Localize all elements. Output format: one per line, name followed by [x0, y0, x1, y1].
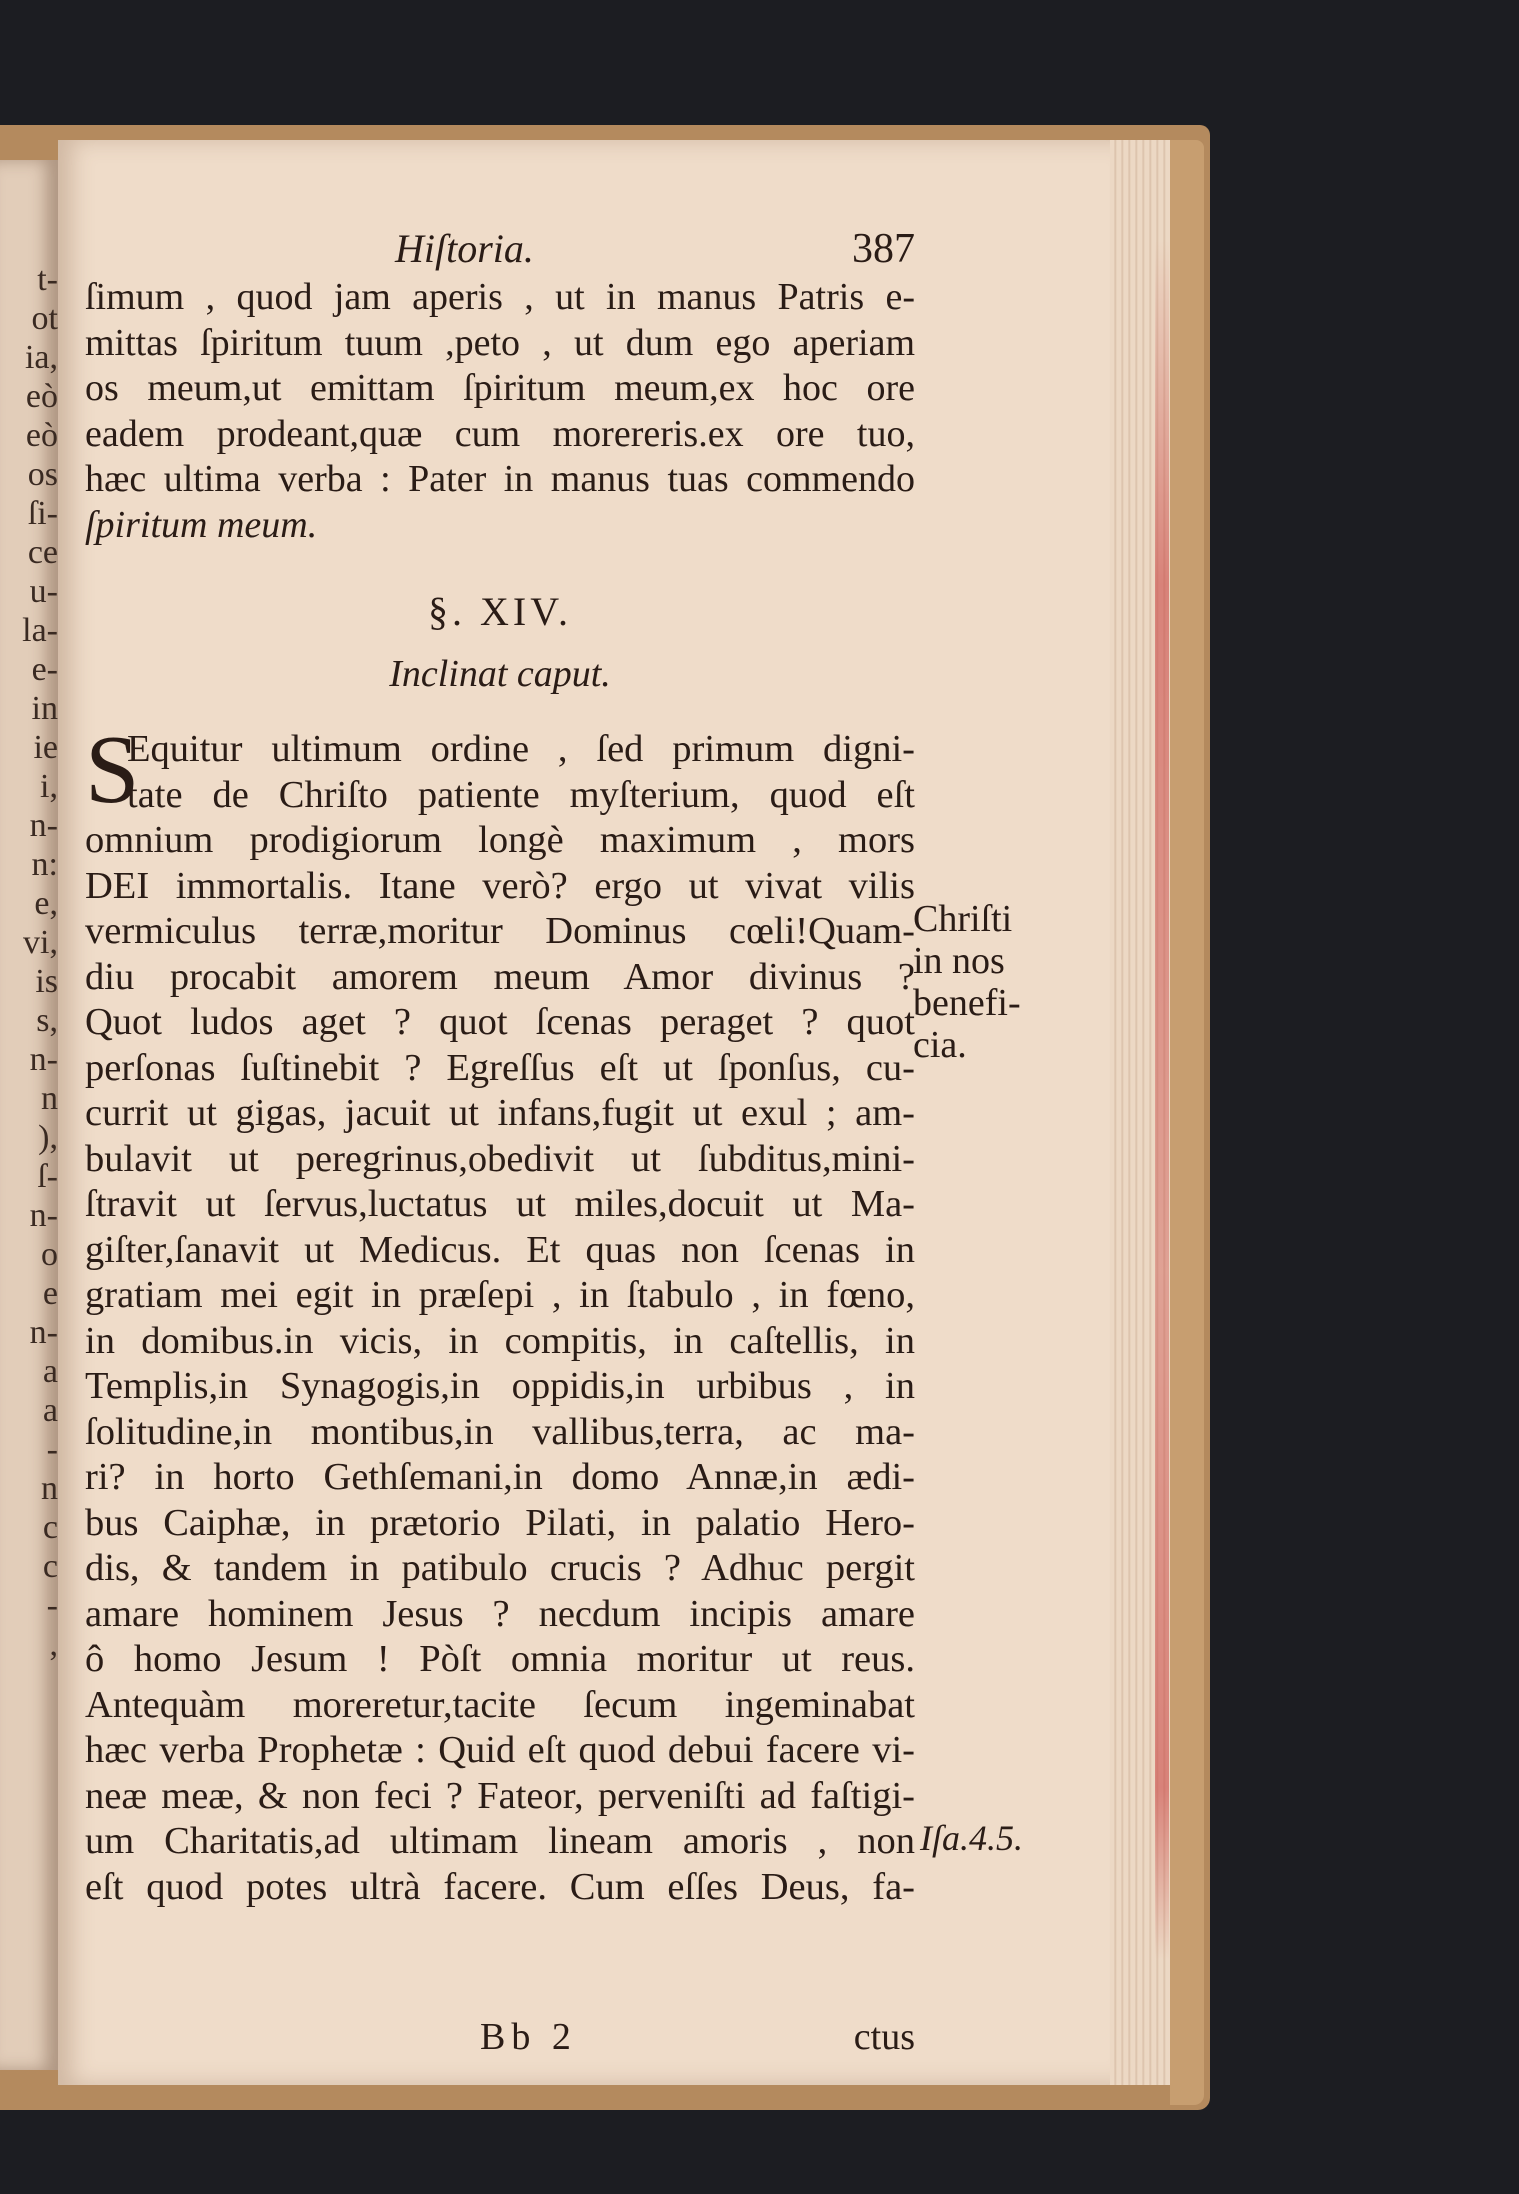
text-line: neæ meæ, & non feci ? Fateor, perveniſti ad faſtigi-: [85, 1774, 915, 1817]
text-line: hæc ultima verba : Pater in manus tuas commendo: [85, 458, 915, 500]
text-line: ſimum , quod jam aperis , ut in manus Patris e-: [85, 276, 915, 318]
text-line: ſpiritum meum.: [85, 503, 318, 546]
signature-mark: Bb 2: [480, 2016, 577, 2058]
text-line: Templis,in Synagogis,in oppidis,in urbibus , in: [85, 1365, 915, 1407]
opening-paragraph: [85, 275, 915, 548]
text-line: bus Caiphæ, in prætorio Pilati, in palatio Hero-: [85, 1501, 915, 1544]
catchword: ctus: [853, 2016, 915, 2058]
section-number: §. XIV.: [428, 589, 572, 634]
drop-cap: S: [85, 716, 140, 824]
text-line: ſtravit ut ſervus,luctatus ut miles,docuit ut Ma-: [85, 1183, 915, 1225]
drop-cap-lines: [85, 716, 915, 824]
text-line: ô homo Jesum ! Pòſt omnia moritur ut reus.: [85, 1638, 915, 1680]
margin-note: Chriſti in nos benefi- cia.: [913, 898, 1021, 1066]
text-line: Quot ludos aget ? quot ſcenas peraget ? quot: [85, 1001, 915, 1043]
running-header: [85, 225, 915, 275]
text-line: dis, & tandem in patibulo crucis ? Adhuc pergit: [85, 1547, 915, 1589]
text-line: os meum,ut emittam ſpiritum meum,ex hoc ore: [85, 367, 915, 409]
text-line: amare hominem Jesus ? necdum incipis amare: [85, 1592, 915, 1635]
text-line: mittas ſpiritum tuum ,peto , ut dum ego aperiam: [85, 321, 915, 364]
text-line: diu procabit amorem meum Amor divinus ?: [85, 955, 915, 998]
text-line: omnium prodigiorum longè maximum , mors: [85, 819, 915, 861]
text-line: vermiculus terræ,moritur Dominus cœli!Quam-: [85, 910, 915, 952]
text-line: eſt quod potes ultrà facere. Cum eſſes Deus, fa-: [85, 1865, 915, 1908]
text-line: giſter,ſanavit ut Medicus. Et quas non ſcenas in: [85, 1228, 915, 1271]
text-line: ſolitudine,in montibus,in vallibus,terra, ac ma-: [85, 1410, 915, 1453]
text-line: bulavit ut peregrinus,obedivit ut ſubditus,mini-: [85, 1137, 915, 1180]
text-line: DEI immortalis. Itane verò? ergo ut vivat vilis: [85, 864, 915, 907]
text-line: ri? in horto Gethſemani,in domo Annæ,in ædi-: [85, 1456, 915, 1498]
section-subtitle: Inclinat caput.: [389, 653, 611, 695]
text-line: Antequàm moreretur,tacite ſecum ingeminabat: [85, 1683, 915, 1726]
text-line: eadem prodeant,quæ cum morereris.ex ore tuo,: [85, 412, 915, 455]
text-line: um Charitatis,ad ultimam lineam amoris , non: [85, 1820, 915, 1862]
text-line: hæc verba Prophetæ : Quid eſt quod debui facere vi-: [85, 1729, 915, 1771]
page-number: 387: [852, 226, 915, 272]
running-title: Hiſtoria.: [395, 226, 534, 271]
left-page-edge: [0, 160, 58, 2070]
left-page-text-fragments: t- ot ia, eò eò os ſi- ce u- la- e- in ie i, n- n: e, vi, is s, n- n ), ſ- n- o e n- a a - n c c - ,: [22, 261, 58, 1663]
margin-reference: Iſa.4.5.: [920, 1818, 1023, 1858]
section-paragraph: [85, 716, 915, 1910]
page-footer: [85, 2015, 915, 2065]
text-line: Equitur ultimum ordine , ſed primum digni-: [127, 728, 915, 770]
text-line: gratiam mei egit in præſepi , in ſtabulo , in fœno,: [85, 1274, 915, 1316]
text-line: perſonas ſuſtinebit ? Egreſſus eſt ut ſponſus, cu-: [85, 1046, 915, 1089]
text-line: currit ut gigas, jacuit ut infans,fugit ut exul ; am-: [85, 1092, 915, 1134]
cover-edge: [1170, 140, 1204, 2105]
text-line: tate de Chriſto patiente myſterium, quod eſt: [127, 773, 915, 816]
text-line: in domibus.in vicis, in compitis, in caſtellis, in: [85, 1319, 915, 1362]
red-page-edge-stain: [1155, 240, 1169, 1960]
